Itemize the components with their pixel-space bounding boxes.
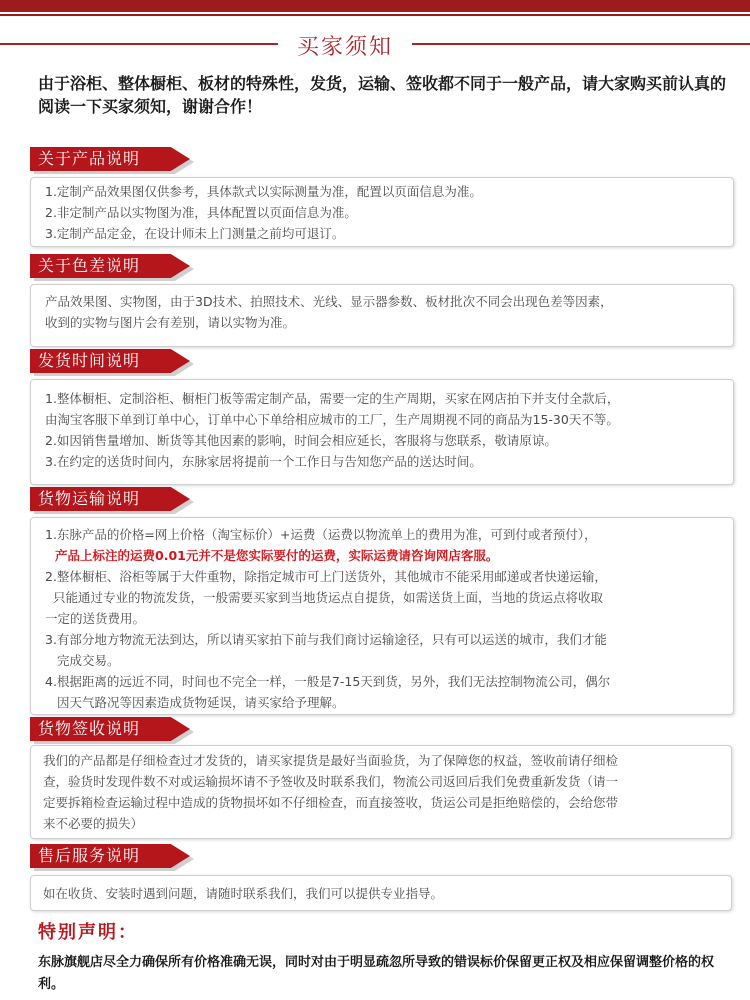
list-item: 来不必要的损失） <box>43 816 144 831</box>
special-notice-text: 东脉旗舰店尽全力确保所有价格准确无误，同时对由于明显疏忽所导致的错误标价保留更正权及相应保留调整价格的权利。 <box>38 955 715 992</box>
section-heading-transport <box>30 487 195 511</box>
product-info-box <box>30 177 734 247</box>
list-item: 完成交易。 <box>57 653 120 668</box>
shipping-time-box <box>30 379 734 485</box>
section-heading-receipt <box>30 717 195 741</box>
section-heading-shipping-time <box>30 349 195 373</box>
list-item: 1.定制产品效果图仅供参考，具体款式以实际测量为准，配置以页面信息为准。 <box>45 184 482 199</box>
transport-info-box <box>30 517 734 715</box>
top-bar-stripe <box>0 14 750 16</box>
page-header <box>0 30 750 60</box>
page-title: 买家须知 <box>296 35 393 60</box>
list-item: 1.东脉产品的价格=网上价格（淘宝标价）+运费（运费以物流单上的费用为准，可到付或者预付）， <box>45 527 597 542</box>
shipping-fee-notice: 产品上标注的运费0.01元并不是您实际要付的运费，实际运费请咨询网店客服。 <box>55 548 499 563</box>
list-item: 收到的实物与图片会有差别，请以实物为准。 <box>45 315 296 330</box>
list-item: 2.非定制产品以实物图为准，具体配置以页面信息为准。 <box>45 205 357 220</box>
special-notice-title: 特别声明： <box>38 922 138 943</box>
list-item: 如在收货、安装时遇到问题，请随时联系我们，我们可以提供专业指导。 <box>43 885 444 901</box>
list-item: 一定的送货费用。 <box>45 611 146 626</box>
list-item: 2.如因销售量增加、断货等其他因素的影响，时间会相应延长，客服将与您联系，敬请原谅。 <box>45 433 557 448</box>
list-item: 3.有部分地方物流无法到达，所以请买家拍下前与我们商讨运输途径，只有可以运送的城市，我们才能 <box>45 632 607 647</box>
after-sales-box <box>30 875 732 911</box>
list-item: 查，验货时发现件数不对或运输损坏请不予签收及时联系我们，物流公司返回后我们免费重新发货（请一 <box>43 774 619 789</box>
list-item: 2.整体橱柜、浴柜等属于大件重物，除指定城市可上门送货外，其他城市不能采用邮递或者快递运输， <box>45 569 607 584</box>
section-heading-label: 售后服务说明 <box>38 846 141 865</box>
list-item: 3.在约定的送货时间内，东脉家居将提前一个工作日与告知您产品的送达时间。 <box>45 454 482 469</box>
title-divider-right <box>412 43 750 45</box>
list-item: 因天气路况等因素造成货物延误，请买家给予理解。 <box>57 695 345 710</box>
color-info-box <box>30 284 734 347</box>
section-heading-after-sales <box>30 844 195 868</box>
list-item: 定要拆箱检查运输过程中造成的货物损坏如不仔细检查，而直接签收，货运公司是拒绝赔偿的，会给您带 <box>43 795 619 810</box>
section-heading-label: 发货时间说明 <box>38 351 141 370</box>
list-item: 由淘宝客服下单到订单中心，订单中心下单给相应城市的工厂，生产周期视不同的商品为15-30天不等。 <box>45 412 619 427</box>
top-bar <box>0 0 750 12</box>
list-item: 只能通过专业的物流发货，一般需要买家到当地货运点自提货，如需送货上面，当地的货运点将收取 <box>53 590 604 605</box>
intro-text: 由于浴柜、整体橱柜、板材的特殊性，发货，运输、签收都不同于一般产品，请大家购买前认真的阅读一下买家须知，谢谢合作！ <box>38 74 727 116</box>
list-item: 3.定制产品定金，在设计师未上门测量之前均可退订。 <box>45 226 345 241</box>
list-item: 4.根据距离的远近不同，时间也不完全一样，一般是7-15天到货，另外，我们无法控制物流公司，偶尔 <box>45 674 611 689</box>
list-item: 1.整体橱柜、定制浴柜、橱柜门板等需定制产品，需要一定的生产周期，买家在网店拍下并支付全款后， <box>45 391 620 406</box>
title-divider-left <box>0 43 278 45</box>
list-item: 我们的产品都是仔细检查过才发货的，请买家提货是最好当面验货，为了保障您的权益，签收前请仔细检 <box>43 753 619 768</box>
section-heading-product <box>30 147 195 171</box>
receipt-info-box <box>30 745 732 839</box>
section-heading-label: 货物签收说明 <box>38 719 141 738</box>
section-heading-label: 货物运输说明 <box>38 489 141 508</box>
section-heading-label: 关于色差说明 <box>38 256 141 275</box>
section-heading-color <box>30 254 195 278</box>
section-heading-label: 关于产品说明 <box>38 149 141 168</box>
list-item: 产品效果图、实物图，由于3D技术、拍照技术、光线、显示器参数、板材批次不同会出现色差等因素， <box>45 294 613 309</box>
